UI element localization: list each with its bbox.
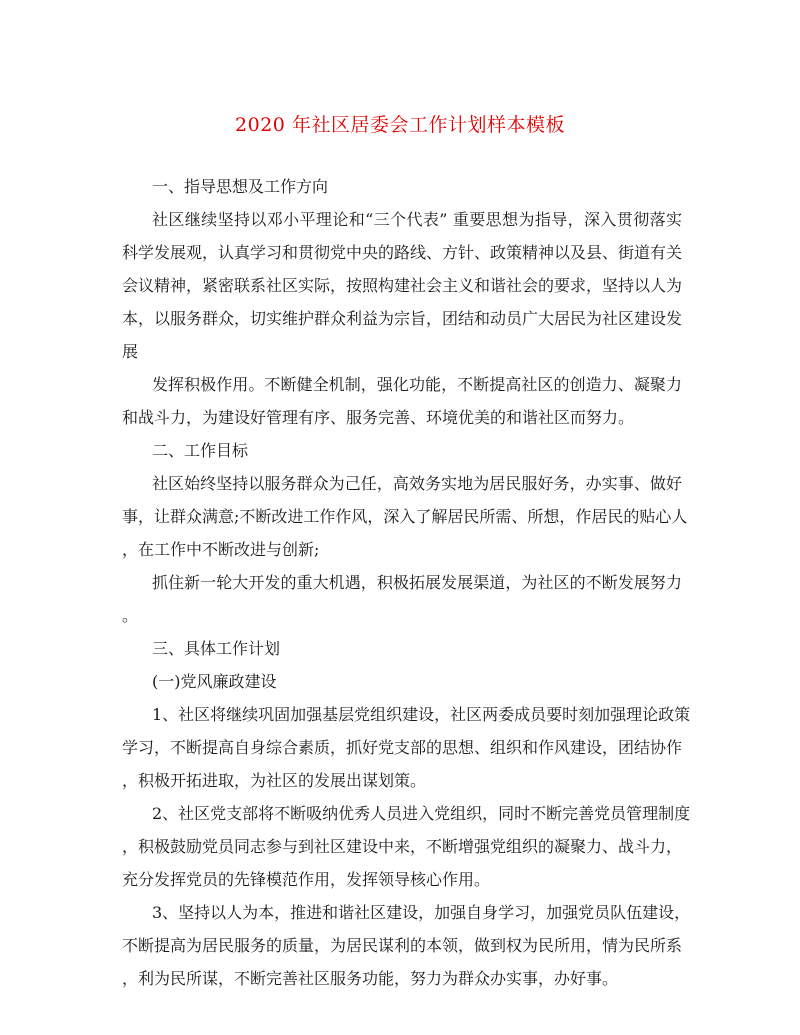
paragraph-line: 展 <box>122 342 139 361</box>
paragraph-line: 社区始终坚持以服务群众为己任，高效务实地为居民服好务，办实事、做好 <box>152 474 682 493</box>
paragraph-line: 学习，不断提高自身综合素质，抓好党支部的思想、组织和作风建设，团结协作 <box>122 738 683 757</box>
paragraph-line: 3、坚持以人为本，推进和谐社区建设，加强自身学习，加强党员队伍建设， <box>152 903 691 922</box>
paragraph-line: 1、社区将继续巩固加强基层党组织建设，社区两委成员要时刻加强理论政策 <box>152 705 691 724</box>
paragraph-line: 2、社区党支部将不断吸纳优秀人员进入党组织，同时不断完善党员管理制度 <box>152 804 691 823</box>
paragraph-line: 充分发挥党员的先锋模范作用，发挥领导核心作用。 <box>122 870 491 889</box>
paragraph-line: 和战斗力，为建设好管理有序、服务完善、环境优美的和谐社区而努力。 <box>122 408 635 427</box>
document-title: 2020 年社区居委会工作计划样本模板 <box>235 114 565 136</box>
paragraph-line: ，积极开拓进取，为社区的发展出谋划策。 <box>122 771 427 790</box>
paragraph-line: ，在工作中不断改进与创新; <box>122 540 320 559</box>
paragraph-line: 抓住新一轮大开发的重大机遇，积极拓展发展渠道，为社区的不断发展努力 <box>152 573 682 592</box>
section-heading: 三、具体工作计划 <box>152 639 281 658</box>
paragraph-line: 本，以服务群众，切实维护群众利益为宗旨，团结和动员广大居民为社区建设发 <box>122 309 683 328</box>
section-heading: 一、指导思想及工作方向 <box>152 177 329 196</box>
paragraph-line: 事，让群众满意;不断改进工作作风，深入了解居民所需、所想，作居民的贴心人 <box>122 507 688 526</box>
paragraph-line: 发挥积极作用。不断健全机制，强化功能，不断提高社区的创造力、凝聚力 <box>152 375 682 394</box>
paragraph-line: 科学发展观，认真学习和贯彻党中央的路线、方针、政策精神以及县、街道有关 <box>122 243 683 262</box>
subsection-heading: (一)党风廉政建设 <box>152 672 277 691</box>
paragraph-line: 社区继续坚持以邓小平理论和“三个代表” 重要思想为指导，深入贯彻落实 <box>152 210 682 229</box>
document-body <box>122 170 691 995</box>
paragraph-line: ，积极鼓励党员同志参与到社区建设中来，不断增强党组织的凝聚力、战斗力， <box>122 837 683 856</box>
paragraph-line: 不断提高为居民服务的质量，为居民谋利的本领，做到权为民所用，情为民所系 <box>122 936 683 955</box>
paragraph-line: 。 <box>122 606 139 625</box>
section-heading: 二、工作目标 <box>152 441 249 460</box>
paragraph-line: ，利为民所谋，不断完善社区服务功能，努力为群众办实事，办好事。 <box>122 969 619 988</box>
paragraph-line: 会议精神，紧密联系社区实际，按照构建社会主义和谐社会的要求，坚持以人为 <box>122 276 683 295</box>
